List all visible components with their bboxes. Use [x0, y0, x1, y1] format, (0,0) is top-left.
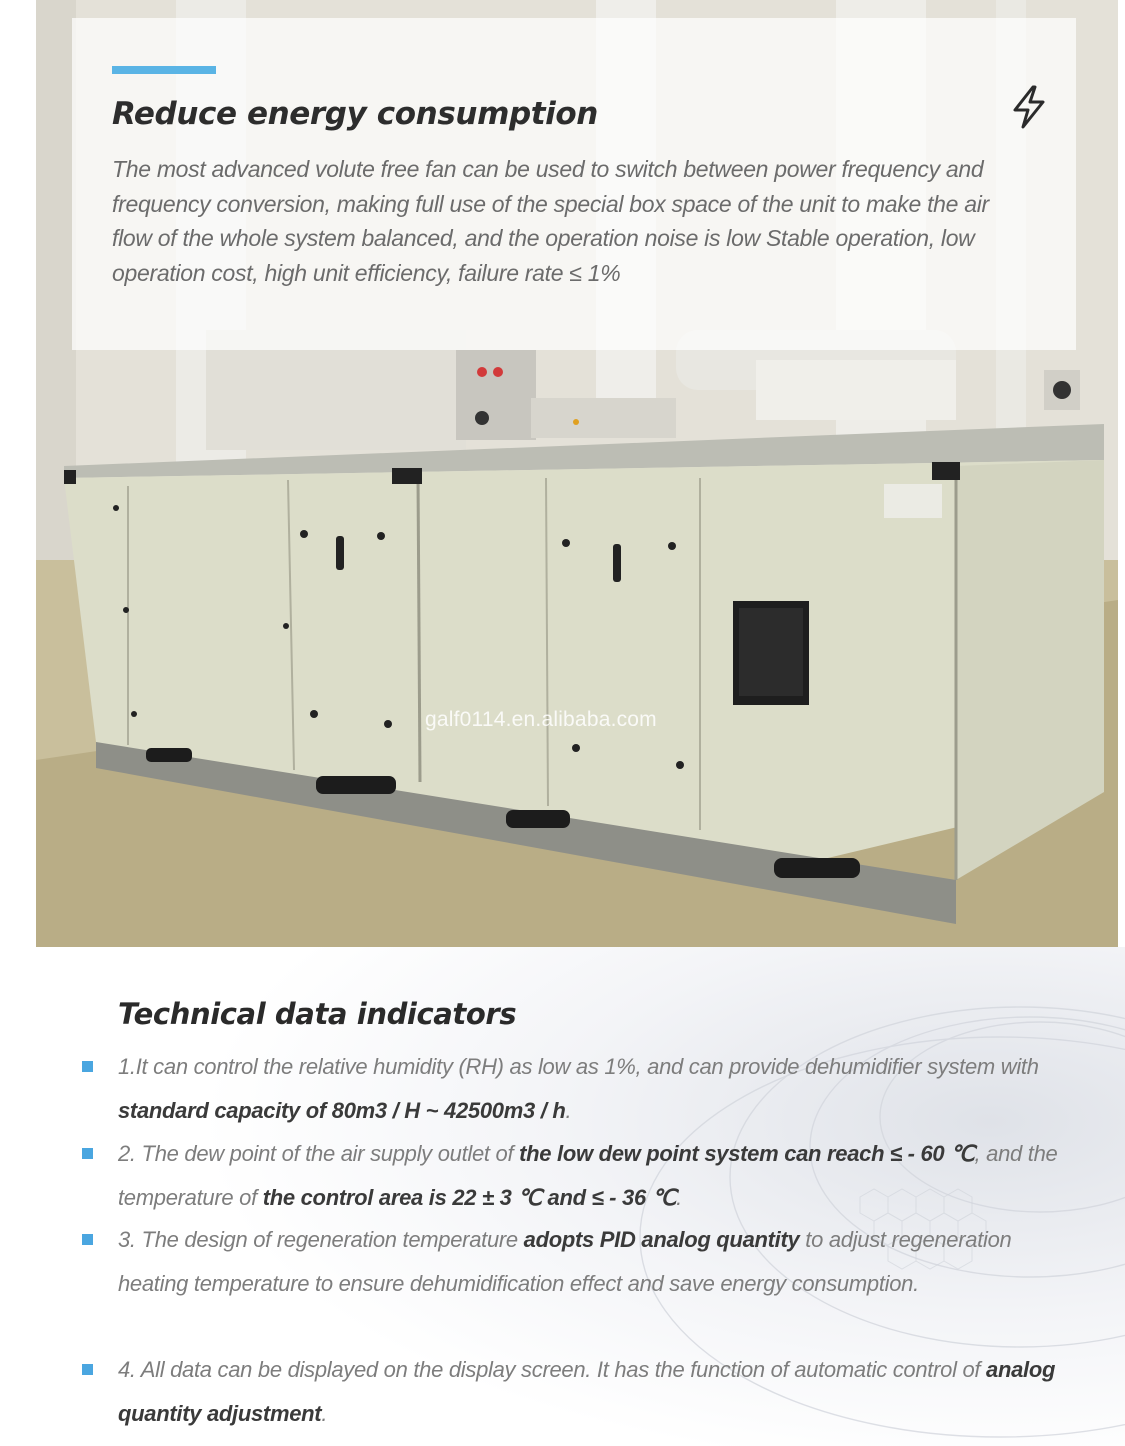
square-bullet-icon [82, 1061, 93, 1072]
square-bullet-icon [82, 1148, 93, 1159]
section-title: Reduce energy consumption [112, 96, 598, 132]
technical-data-title: Technical data indicators [118, 997, 517, 1031]
list-item-text: 4. All data can be displayed on the display screen. It has the function of automatic control of analog quantity adjustment. [118, 1357, 1056, 1426]
square-bullet-icon [82, 1234, 93, 1245]
section-description: The most advanced volute free fan can be used to switch between power frequency and frequency conversion, making full use of the special box space of the unit to make the air flow of the whole system balanced, and the operation noise is low Stable operation, low operation cost, high unit efficiency, failure rate ≤ 1% [112, 156, 989, 286]
square-bullet-icon [82, 1364, 93, 1375]
accent-bar [112, 66, 216, 74]
lightning-bolt-icon [1006, 84, 1052, 130]
list-item-text: 3. The design of regeneration temperature adopts PID analog quantity to adjust regeneration heating temperature to ensure dehumidification effect and save energy consumption. [118, 1227, 1012, 1296]
watermark-text: galf0114.en.alibaba.com [425, 708, 657, 731]
technical-data-section [0, 947, 1125, 1446]
list-item-text: 1.It can control the relative humidity (RH) as low as 1%, and can provide dehumidifier system with standard capacity of 80m3 / H ~ 42500m3 / h. [118, 1054, 1039, 1123]
list-item-text: 2. The dew point of the air supply outlet of the low dew point system can reach ≤ - 60 ℃, and the temperature of the control area is 22 ± 3 ℃ and ≤ - 36 ℃. [118, 1141, 1058, 1210]
